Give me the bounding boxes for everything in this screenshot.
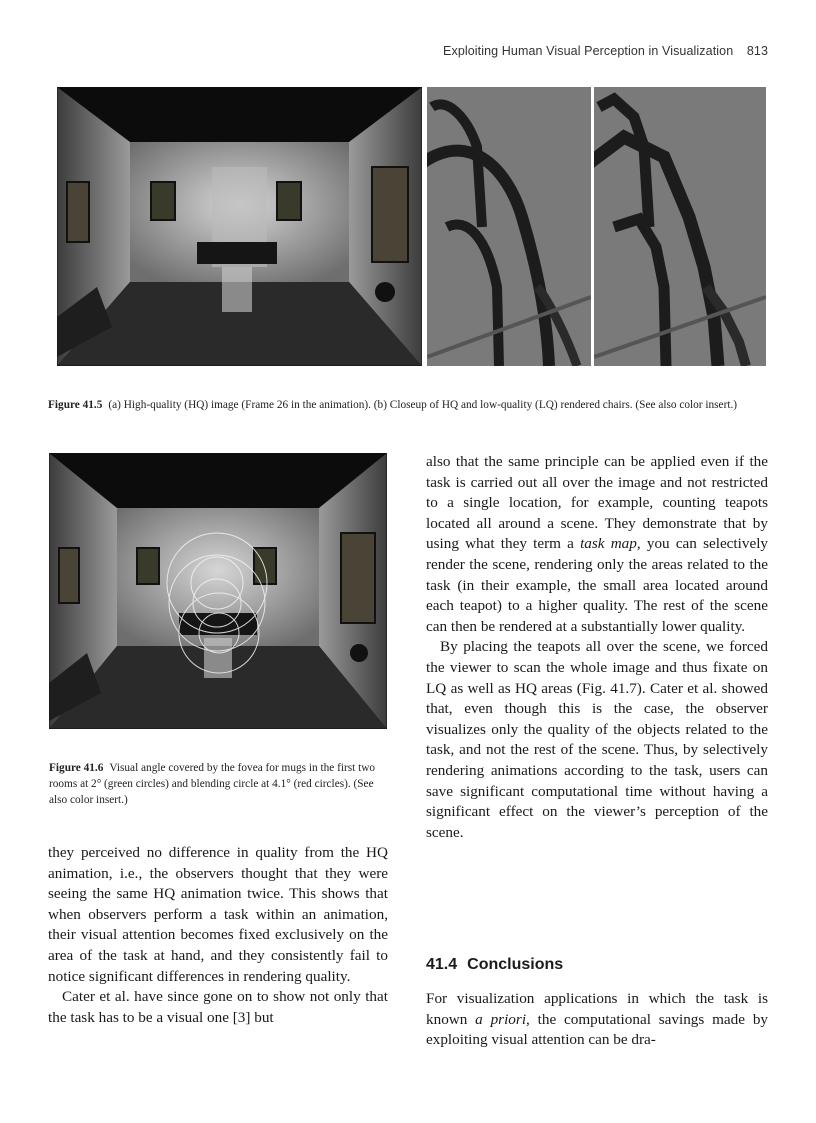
fovea-render-svg	[49, 453, 387, 729]
right-paragraph-1	[426, 452, 768, 637]
running-title: Exploiting Human Visual Perception in Visualization	[443, 44, 734, 58]
figure-41-5b-hq-closeup	[427, 87, 591, 366]
left-paragraph-2: Cater et al. have since gone on to show not only that the task has to be a visual one [3] but	[48, 988, 388, 1026]
figure-41-6-label: Figure 41.6	[49, 762, 104, 774]
page-number: 813	[746, 44, 768, 58]
running-header	[443, 44, 768, 58]
left-paragraph-1: they perceived no difference in quality from the HQ animation, i.e., the observers thought that they were seeing the same HQ animation twice. This shows that when observers perform a task within an animation, their visual attention becomes fixed exclusively on the area of the task at hand, and they consistently fail to notice significant differences in rendering quality.	[48, 844, 388, 985]
room-render-svg	[57, 87, 422, 366]
figure-41-5a-room-render	[57, 87, 422, 366]
figure-41-5b-lq-closeup	[594, 87, 766, 366]
right-paragraph-2: By placing the teapots all over the scene, we forced the viewer to scan the whole image and thus fixate on LQ as well as HQ areas (Fig. 41.7). Cater et al. showed that, even though this is the case, the observer visualizes only the quality of the objects related to the task, and not the rest of the scene. Thus, by selectively rendering animations according to the task, users can save significant computational time without having a significant effect on the viewer’s perception of the scene.	[426, 638, 768, 841]
section-title: Conclusions	[467, 956, 564, 973]
figure-41-6-fovea-render	[49, 453, 387, 729]
right-paragraph-1-end: , you can selectively render the scene, rendering only the areas related to the task (in their example, the small area located around each teapot) to a higher quality. The rest of the scene can then be rendered at a substantially lower quality.	[426, 535, 769, 635]
section-heading	[426, 956, 563, 974]
conclusions-paragraph	[426, 989, 768, 1051]
figure-41-6-caption	[49, 760, 389, 808]
lq-chair-svg	[594, 87, 766, 366]
conclusions-end: , the computational savings made by exploiting visual attention can be dra-	[426, 1010, 769, 1049]
section-number: 41.4	[426, 956, 458, 973]
figure-41-6-caption-text: Visual angle covered by the fovea for mugs in the first two rooms at 2° (green circles) and blending circle at 4.1° (red circles). (See also color insert.)	[49, 762, 376, 806]
right-column-text	[426, 452, 768, 843]
hq-chair-svg	[427, 87, 591, 366]
figure-41-5-caption-text: (a) High-quality (HQ) image (Frame 26 in the animation). (b) Closeup of HQ and low-quality (LQ) rendered chairs. (See also color insert.)	[108, 399, 738, 411]
left-column-text	[48, 843, 388, 1028]
figure-41-5-label: Figure 41.5	[48, 399, 103, 411]
task-map-term: task map	[580, 535, 637, 553]
a-priori-term: a priori	[475, 1010, 527, 1028]
conclusions-text	[426, 989, 768, 1051]
conclusions-start: For visualization applications in which the task is known	[426, 990, 768, 1028]
right-paragraph-1-start: also that the same principle can be applied even if the task is carried out all over the image and not restricted to a single location, for example, counting teapots located all around a scene. They demonstrate that by using what they term a	[426, 453, 768, 553]
figure-41-5-caption	[48, 397, 768, 413]
